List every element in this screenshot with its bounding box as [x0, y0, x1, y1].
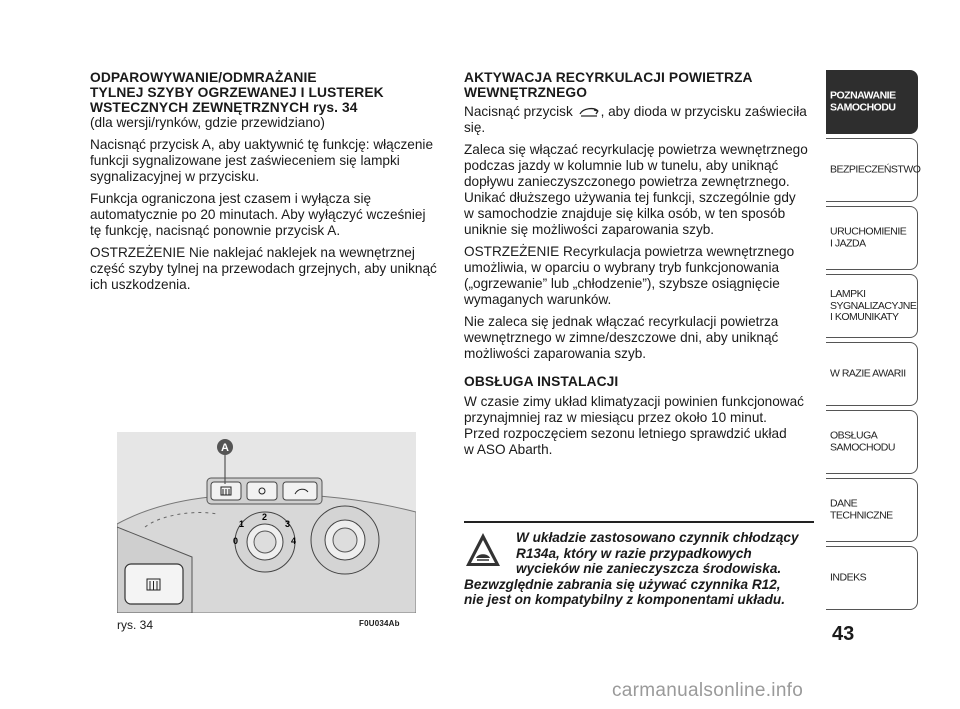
warning-line: wycieków nie zanieczyszcza środowiska.	[516, 561, 782, 576]
tab-label: I KOMUNIKATY	[830, 310, 899, 323]
tab-obsluga-samochodu[interactable]	[826, 410, 918, 474]
text-run: , aby dioda w przycisku zaświeciła	[600, 104, 807, 119]
right-paragraph-3	[464, 244, 820, 308]
text-line: dopływu zanieczyszczonego powietrza zewnętrznego.	[464, 174, 790, 189]
tab-lampki-sygnalizacyjne[interactable]	[826, 274, 918, 338]
tab-indeks[interactable]	[826, 546, 918, 610]
tab-uruchomienie-i-jazda[interactable]	[826, 206, 918, 270]
text-line: w samochodzie znajduje się kilka osób, w ten sposób	[464, 206, 786, 221]
right-heading	[464, 70, 820, 100]
text-line: Nacisnąć przycisk A, aby uaktywnić tę funkcję: włączenie	[90, 137, 434, 152]
tab-label: I JAZDA	[830, 237, 866, 249]
text-line: tę funkcję, nacisnąć ponownie przycisk A.	[90, 223, 341, 238]
tab-w-razie-awarii[interactable]	[826, 342, 918, 406]
text-line: w ASO Abarth.	[464, 442, 553, 457]
warning-text	[464, 530, 816, 608]
knob-label: 2	[262, 512, 268, 522]
tab-label: SAMOCHODU	[830, 441, 895, 453]
page-number: 43	[832, 623, 855, 645]
tab-label: INDEKS	[830, 571, 867, 584]
warning-line: nie jest on kompatybilny z komponentami układu.	[464, 592, 786, 607]
tab-poznawanie-samochodu[interactable]	[826, 70, 918, 134]
chapter-tabs	[826, 70, 921, 614]
figure-caption: rys. 34	[117, 618, 154, 632]
text-line: Nie zaleca się jednak włączać recyrkulacji powietrza	[464, 314, 779, 329]
text-line: W czasie zimy układ klimatyzacji powinien funkcjonować	[464, 394, 804, 409]
text-line: przynajmniej raz w miesiącu przez około 10 minut.	[464, 410, 767, 425]
right-heading-line: WEWNĘTRZNEGO	[464, 85, 588, 100]
climate-panel-illustration	[117, 432, 416, 613]
tab-label: SYGNALIZACYJNE	[830, 299, 917, 312]
text-line: ich uszkodzenia.	[90, 277, 191, 292]
tab-label: DANE	[830, 497, 858, 510]
left-column	[90, 70, 442, 299]
right-paragraph-2	[464, 142, 820, 238]
left-heading	[90, 70, 442, 115]
tab-label: TECHNICZNE	[830, 509, 893, 521]
service-heading: OBSŁUGA INSTALACJI	[464, 374, 619, 389]
tab-label: SAMOCHODU	[830, 101, 896, 113]
left-paragraph-3	[90, 245, 442, 293]
left-paragraph-2	[90, 191, 442, 239]
climate-panel-figure	[117, 432, 416, 613]
text-line: („ogrzewanie” lub „chłodzenie”), szybsze osiągnięcie	[464, 276, 780, 291]
warning-line: Bezwzględnie zabrania się używać czynnika R12,	[464, 576, 781, 592]
right-column	[464, 70, 820, 464]
text-line: Unikać dłuższego używania tej funkcji, szczególnie gdy	[464, 190, 796, 205]
text-line: umożliwia, w oparciu o wybrany tryb funkcjonowania	[464, 260, 780, 275]
figure-code: F0U034Ab	[359, 619, 400, 628]
text-line: podczas jazdy w kolumnie lub w tunelu, aby uniknąć	[464, 158, 779, 173]
tab-label: URUCHOMIENIE	[830, 225, 907, 238]
right-paragraph-1	[464, 104, 820, 136]
text-line: Zaleca się włączać recyrkulację powietrza wewnętrznego	[464, 142, 808, 157]
text-line: Przed rozpoczęciem sezonu letniego sprawdzić układ	[464, 426, 787, 441]
tab-dane-techniczne[interactable]	[826, 478, 918, 542]
text-line: uniknie się możliwości zaparowania szyb.	[464, 222, 715, 237]
text-line: funkcji sygnalizowane jest zaświeceniem się lampki	[90, 153, 400, 168]
text-line: automatycznie po 20 minutach. Aby wyłączyć wcześniej	[90, 207, 426, 222]
callout-a: A	[221, 442, 229, 454]
text-line: możliwości zaparowania szyb.	[464, 346, 647, 361]
tab-label: LAMPKI	[830, 287, 866, 300]
tab-label: W RAZIE AWARII	[830, 367, 906, 380]
left-heading-line: WSTECZNYCH ZEWNĘTRZNYCH rys. 34	[90, 100, 358, 115]
left-heading-line: ODPAROWYWANIE/ODMRAŻANIE	[90, 70, 317, 85]
text-line: sygnalizacyjnej w przycisku.	[90, 169, 260, 184]
right-paragraph-4	[464, 314, 820, 362]
text-run: się.	[464, 120, 486, 135]
tab-label: POZNAWANIE	[830, 89, 896, 102]
right-heading-line: AKTYWACJA RECYRKULACJI POWIETRZA	[464, 70, 753, 85]
text-line: wymaganych warunków.	[464, 292, 612, 307]
text-line: część szyby tylnej na przewodach grzejnych, aby uniknąć	[90, 261, 437, 276]
knob-label: 1	[239, 519, 245, 529]
warning-line: W układzie zastosowano czynnik chłodzący	[516, 530, 799, 545]
left-heading-line: TYLNEJ SZYBY OGRZEWANEJ I LUSTEREK	[90, 85, 384, 100]
left-subtitle: (dla wersji/rynków, gdzie przewidziano)	[90, 115, 325, 130]
warning-line: R134a, który w razie przypadkowych	[516, 545, 752, 561]
text-line: OSTRZEŻENIE Nie naklejać naklejek na wewnętrznej	[90, 245, 415, 260]
warning-rule	[464, 521, 814, 523]
knob-label: 3	[285, 519, 291, 529]
watermark: carmanualsonline.info	[612, 680, 804, 701]
text-line: Funkcja ograniczona jest czasem i wyłącza się	[90, 191, 372, 206]
left-paragraph-1	[90, 137, 442, 185]
text-line: wewnętrznego w zimne/deszczowe dni, aby uniknąć	[464, 330, 779, 345]
tab-label: OBSŁUGA	[830, 429, 878, 442]
knob-label: 0	[233, 536, 239, 546]
text-line: OSTRZEŻENIE Recyrkulacja powietrza wewnętrznego	[464, 244, 795, 259]
text-run: Nacisnąć przycisk	[464, 104, 573, 119]
tab-bezpieczenstwo[interactable]	[826, 138, 921, 202]
tab-label: BEZPIECZEŃSTWO	[830, 163, 921, 176]
knob-label: 4	[291, 536, 297, 546]
recirculation-icon	[577, 105, 601, 118]
right-paragraph-5	[464, 394, 820, 458]
